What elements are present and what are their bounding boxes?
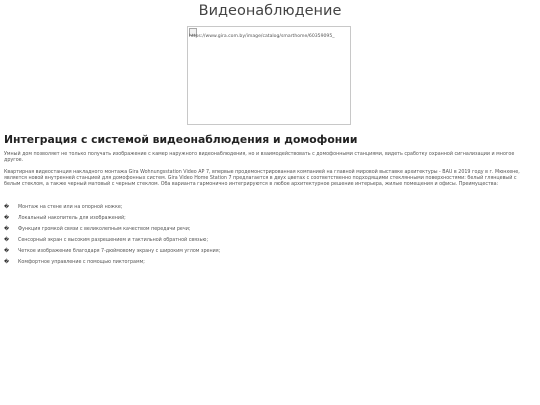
bullet-icon: � xyxy=(4,204,10,210)
list-item xyxy=(4,204,220,215)
bullet-icon: � xyxy=(4,237,10,243)
list-item xyxy=(4,226,220,237)
bullet-icon: � xyxy=(4,215,10,221)
feature-text: Четкое изображение благодаря 7-дюймовому экрану с широким углом зрения; xyxy=(18,249,221,254)
feature-text: Функция громкой связи с великолепным качеством передачи речи; xyxy=(18,227,191,232)
bullet-icon: � xyxy=(4,259,10,265)
image-alt-text: https://www.gira.com.by/image/catalog/smarthome/60359095_ xyxy=(189,34,335,39)
feature-text: Монтаж на стене или на опорной ножке; xyxy=(18,205,123,210)
main-paragraph: Квартирная видеостанция накладного монтажа Gira Wohnungsstation Video AP 7, впервые продемонстрированная компанией на главной мировой выставке архитектуры - BAU в 2019 году в г. Мюнхене, является новой внутренней станцией для домофонных систем. Gira Video Home Station 7 предлагается в двух цветах с соответственно подходящими стеклянными поверхностями: белый глянцевый с белым стеклом, а также черный матовый с черным стеклом. Оба варианта гармонично интегрируются в любое архитектурное решение интерьера, жилые помещения и офисы. Преимущества: xyxy=(4,170,520,187)
section-heading: Интеграция с системой видеонаблюдения и домофонии xyxy=(4,133,358,146)
camera-image xyxy=(187,26,351,125)
bullet-icon: � xyxy=(4,226,10,232)
list-item xyxy=(4,237,220,248)
page-title: Видеонаблюдение xyxy=(198,3,342,19)
feature-text: Локальный накопитель для изображений; xyxy=(18,216,126,221)
feature-text: Комфортное управление с помощью пиктограмм; xyxy=(18,260,145,265)
feature-text: Сенсорный экран с высоким разрешением и тактильной обратной связью; xyxy=(18,238,209,243)
intro-paragraph: Умный дом позволяет не только получать изображение с камер наружного видеонаблюдения, но и взаимодействовать с домофонными станциями, видеть сработку охранной сигнализации и многое другое. xyxy=(4,152,515,163)
list-item xyxy=(4,248,220,259)
list-item xyxy=(4,259,220,270)
bullet-icon: � xyxy=(4,248,10,254)
list-item xyxy=(4,215,220,226)
features-list xyxy=(4,204,220,270)
